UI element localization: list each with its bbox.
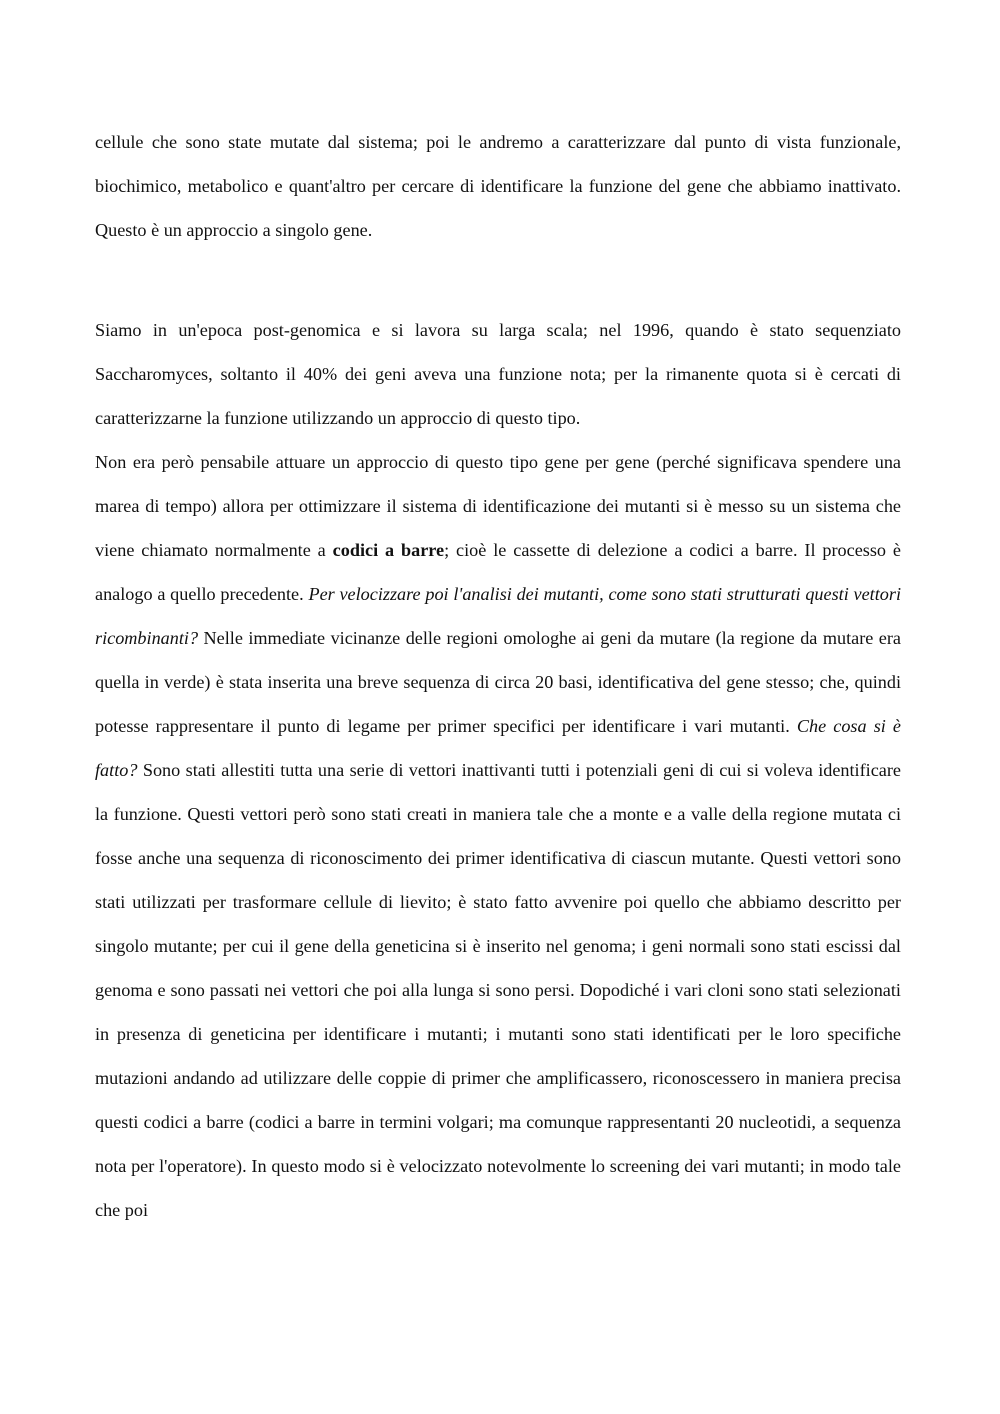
paragraph-3-text-4: Sono stati allestiti tutta una serie di vettori inattivanti tutti i potenziali geni di cui si voleva identificare la funzione. Questi vettori però sono stati creati in maniera tale che a monte e a valle della regione mutata ci fosse anche una sequenza di riconoscimento dei primer identificativa di ciascun mutante. Questi vettori sono stati utilizzati per trasformare cellule di lievito; è stato fatto avvenire poi quello che abbiamo descritto per singolo mutante; per cui il gene della geneticina si è inserito nel genoma; i geni normali sono stati escissi dal genoma e sono passati nei vettori che poi alla lunga si sono persi. Dopodiché i vari cloni sono stati selezionati in presenza di geneticina per identificare i mutanti; i mutanti sono stati identificati per le loro specifiche mutazioni andando ad utilizzare delle coppie di primer che amplificassero, riconoscessero in maniera precisa questi codici a barre (codici a barre in termini volgari; ma comunque rappresentanti 20 nucleotidi, a sequenza nota per l'operatore). In questo modo si è velocizzato notevolmente lo screening dei vari mutanti; in modo tale che poi [95, 760, 901, 1220]
paragraph-3-text-2: ; cioè le cassette di delezione a codici a barre. Il processo è analogo a quello precedente. [95, 540, 901, 604]
paragraph-2: Siamo in un'epoca post-genomica e si lavora su larga scala; nel 1996, quando è stato sequenziato Saccharomyces, soltanto il 40% dei geni aveva una funzione nota; per la rimanente quota si è cercati di caratterizzarne la funzione utilizzando un approccio di questo tipo. [95, 320, 901, 428]
paragraph-3-text-3: Nelle immediate vicinanze delle regioni omologhe ai geni da mutare (la regione da mutare era quella in verde) è stata inserita una breve sequenza di circa 20 basi, identificativa del gene stesso; che, quindi potesse rappresentare il punto di legame per primer specifici per identificare i vari mutanti. [95, 628, 901, 736]
bold-term-codici-a-barre: codici a barre [332, 540, 445, 560]
italic-question-che-cosa: Che cosa si è fatto? [95, 716, 901, 780]
paragraph-3 [95, 440, 901, 1232]
italic-question-vettori: Per velocizzare poi l'analisi dei mutanti, come sono stati strutturati questi vettori ricombinanti? [95, 584, 902, 648]
paragraph-3-text-1: Non era però pensabile attuare un approccio di questo tipo gene per gene (perché significava spendere una marea di tempo) allora per ottimizzare il sistema di identificazione dei mutanti si è messo su un sistema che viene chiamato normalmente a [95, 452, 901, 560]
paragraph-1: cellule che sono state mutate dal sistema; poi le andremo a caratterizzare dal punto di vista funzionale, biochimico, metabolico e quant'altro per cercare di identificare la funzione del gene che abbiamo inattivato. Questo è un approccio a singolo gene. [95, 132, 901, 240]
